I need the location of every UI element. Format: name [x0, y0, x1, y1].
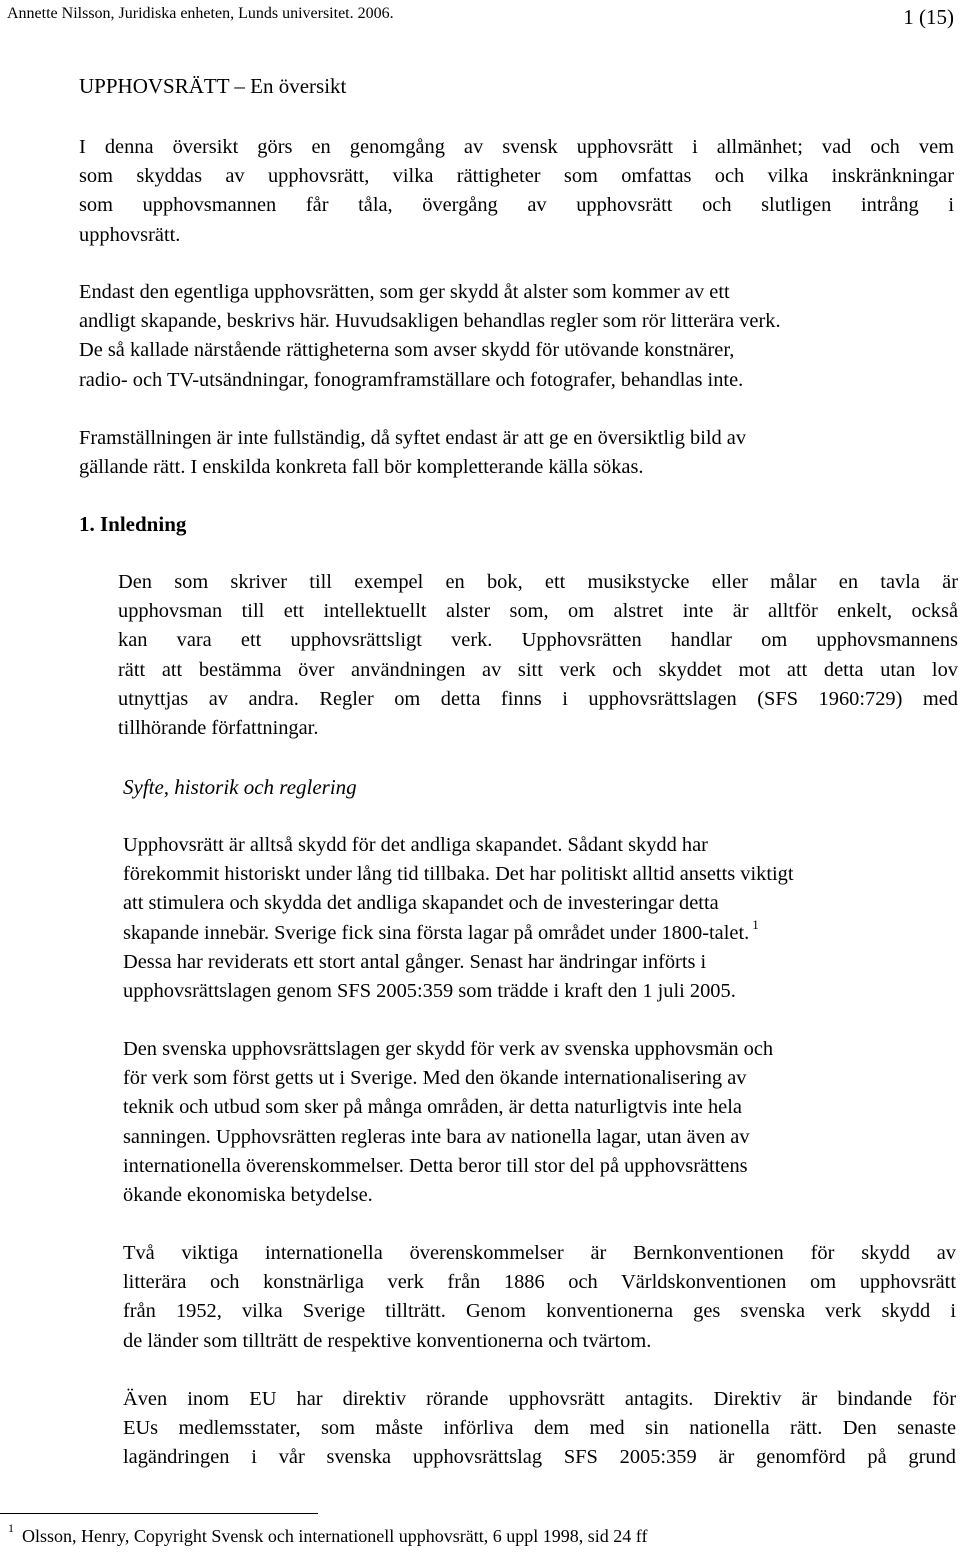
- text-line: upphovsrättslagen genom SFS 2005:359 som trädde i kraft den 1 juli 2005.: [123, 980, 736, 1003]
- subsection-paragraph-1: [123, 831, 956, 1006]
- text-line: upphovsrätt.: [79, 223, 181, 246]
- section-heading: 1. Inledning: [79, 512, 187, 536]
- text-line: Endast den egentliga upphovsrätten, som ger skydd åt alster som kommer av ett: [79, 281, 730, 303]
- text-line: att stimulera och skydda det andliga skapandet och de investeringar detta: [123, 892, 719, 915]
- text-line: radio- och TV-utsändningar, fonogramframställare och fotografer, behandlas inte.: [79, 368, 744, 391]
- footnote-text: Olsson, Henry, Copyright Svensk och internationell upphovsrätt, 6 uppl 1998, sid 24 ff: [22, 1526, 648, 1546]
- text-line: utnyttjas av andra. Regler om detta finns i upphovsrättslagen (SFS 1960:729) med: [118, 687, 958, 710]
- text-line: internationella överenskommelser. Detta beror till stor del på upphovsrättens: [123, 1154, 748, 1177]
- text-line: Dessa har reviderats ett stort antal gånger. Senast har ändringar införts i: [123, 950, 707, 973]
- text-line: från 1952, vilka Sverige tillträtt. Genom konventionerna ges svenska verk skydd i: [123, 1300, 956, 1323]
- footnote-marker: 1: [8, 1521, 14, 1535]
- text-line: för verk som först getts ut i Sverige. Med den ökande internationalisering av: [123, 1067, 747, 1090]
- text-line: ökande ekonomiska betydelse.: [123, 1184, 373, 1207]
- text-line: andligt skapande, beskrivs här. Huvudsakligen behandlas regler som rör litterära verk.: [79, 310, 781, 333]
- footnote-reference[interactable]: 1: [752, 916, 759, 932]
- document-title: UPPHOVSRÄTT – En översikt: [79, 74, 347, 98]
- running-header-author: Annette Nilsson, Juridiska enheten, Lunds universitet. 2006.: [7, 5, 394, 22]
- page-number: 1 (15): [903, 5, 954, 29]
- text-line: litterära och konstnärliga verk från 1886 och Världskonventionen om upphovsrätt: [123, 1271, 956, 1294]
- text-line: Upphovsrätt är alltså skydd för det andliga skapandet. Sådant skydd har: [123, 834, 708, 856]
- text-line: teknik och utbud som sker på många områden, är detta naturligtvis inte hela: [123, 1096, 742, 1119]
- text-line: EUs medlemsstater, som måste införliva dem med sin nationella rätt. Den senaste: [123, 1417, 956, 1440]
- text-line: rätt att bestämma över användningen av sitt verk och skyddet mot att detta utan lov: [118, 658, 958, 681]
- subsection-heading: Syfte, historik och reglering: [123, 775, 357, 799]
- text-line: lagändringen i vår svenska upphovsrättslag SFS 2005:359 är genomförd på grund: [123, 1446, 956, 1469]
- text-line: Den svenska upphovsrättslagen ger skydd för verk av svenska upphovsmän och: [123, 1038, 774, 1060]
- text-line: gällande rätt. I enskilda konkreta fall bör kompletterande källa sökas.: [79, 456, 644, 479]
- text-line: Den som skriver till exempel en bok, ett musikstycke eller målar en tavla är: [118, 571, 958, 593]
- subsection-paragraph-4: [123, 1385, 956, 1473]
- text-line: sanningen. Upphovsrätten regleras inte bara av nationella lagar, utan även av: [123, 1125, 750, 1148]
- text-line: upphovsman till ett intellektuellt alster som, om alstret inte är alltför enkelt, också: [118, 600, 958, 623]
- subsection-paragraph-3: [123, 1239, 956, 1356]
- text-line: skapande innebär. Sverige fick sina första lagar på området under 1800-talet.: [123, 921, 750, 944]
- text-line: De så kallade närstående rättigheterna som avser skydd för utövande konstnärer,: [79, 339, 735, 362]
- text-line: förekommit historiskt under lång tid tillbaka. Det har politiskt alltid ansetts viktigt: [123, 863, 794, 886]
- text-line: tillhörande författningar.: [118, 717, 319, 740]
- text-line: som skyddas av upphovsrätt, vilka rättigheter som omfattas och vilka inskränkningar: [79, 165, 954, 188]
- text-line: som upphovsmannen får tåla, övergång av upphovsrätt och slutligen intrång i: [79, 194, 954, 217]
- intro-paragraph-1: [79, 133, 954, 250]
- footnote: [8, 1521, 648, 1548]
- text-line-with-footnote: [123, 916, 956, 948]
- text-line: I denna översikt görs en genomgång av svensk upphovsrätt i allmänhet; vad och vem: [79, 136, 954, 158]
- text-line: Två viktiga internationella överenskommelser är Bernkonventionen för skydd av: [123, 1242, 956, 1264]
- intro-paragraph-2: [79, 278, 954, 395]
- footnote-separator: [0, 1513, 318, 1514]
- text-line: Framställningen är inte fullständig, då syftet endast är att ge en översiktlig bild av: [79, 427, 747, 449]
- text-line: de länder som tillträtt de respektive konventionerna och tvärtom.: [123, 1329, 652, 1352]
- text-line: kan vara ett upphovsrättsligt verk. Upphovsrätten handlar om upphovsmannens: [118, 629, 958, 652]
- subsection-paragraph-2: [123, 1035, 956, 1210]
- text-line: Även inom EU har direktiv rörande upphovsrätt antagits. Direktiv är bindande för: [123, 1388, 956, 1410]
- section-1-paragraph: [118, 568, 958, 743]
- intro-paragraph-3: [79, 424, 954, 482]
